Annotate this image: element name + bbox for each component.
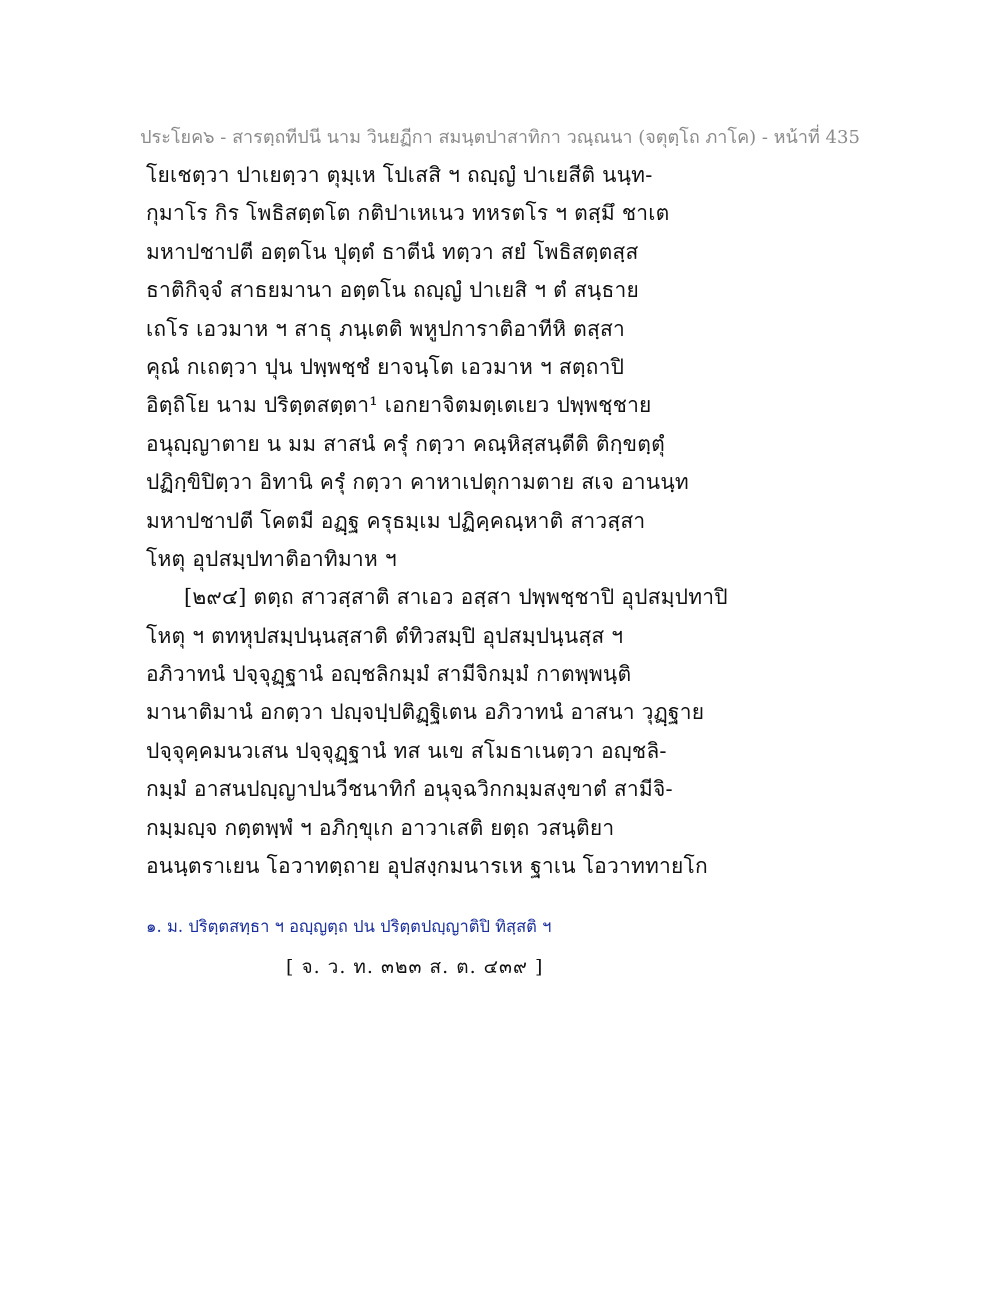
paragraph-start-line: [๒๙๔] ตตฺถ สาวสฺสาติ สาเอว อสฺสา ปพฺพชฺชาปิ อุปสมฺปทาปิ: [184, 585, 728, 610]
page-reference: [ จ. ว. ท. ๓๒๓ ส. ต. ๔๓๙ ]: [286, 956, 544, 978]
running-header: ประโยค๖ - สารตฺถทีปนี นาม วินยฏีกา สมนฺตปาสาทิกา วณฺณนา (จตุตฺโถ ภาโค) - หน้าที่ 435: [140, 127, 860, 148]
text-line: โหตุ ฯ ตทหุปสมฺปนฺนสฺสาติ ตํทิวสมฺปิ อุปสมฺปนฺนสฺส ฯ: [146, 623, 624, 648]
text-line: กุมาโร กิร โพธิสตฺตโต กติปาเหเนว ทหรตโร ฯ ตสฺมึ ชาเต: [146, 201, 670, 226]
text-line: คุณํ กเถตฺวา ปุน ปพฺพชฺชํ ยาจนฺโต เอวมาห ฯ สตฺถาปิ: [146, 354, 625, 379]
text-line: โหตุ อุปสมฺปทาติอาทิมาห ฯ: [146, 546, 397, 571]
footnote: ๑. ม. ปริตฺตสทฺธา ฯ อญฺญตฺถ ปน ปริตฺตปญฺญาติปิ ทิสฺสติ ฯ: [146, 917, 552, 936]
text-line: อนุญฺญาตาย น มม สาสนํ ครุํ กตฺวา คณฺหิสฺสนฺตีติ ติกฺขตฺตุํ: [146, 431, 665, 456]
text-line: อิตฺถิโย นาม ปริตฺตสตฺตา¹ เอกยาจิตมตฺเตเยว ปพฺพชฺชาย: [146, 393, 652, 418]
text-line: ธาติกิจฺจํ สาธยมานา อตฺตโน ถญฺญํ ปาเยสิ ฯ ตํ สนฺธาย: [146, 278, 639, 303]
text-line: กมฺมํ อาสนปญฺญาปนวีชนาทิกํ อนุจฺฉวิกกมฺมสงฺขาตํ สามีจิ-: [146, 777, 673, 802]
text-line: อภิวาทนํ ปจฺจุฏฺฐานํ อญฺชลิกมฺมํ สามีจิกมฺมํ กาตพฺพนฺติ: [146, 662, 632, 687]
text-line: ปจฺจุคฺคมนวเสน ปจฺจุฏฺฐานํ ทส นเข สโมธาเนตฺวา อญฺชลิ-: [146, 738, 667, 763]
text-line: โยเชตฺวา ปาเยตฺวา ตุมฺเห โปเสสิ ฯ ถญฺญํ ปาเยสีติ นนฺท-: [146, 163, 653, 187]
text-line: มหาปชาปตี โคตมี อฏฺฐ ครุธมฺเม ปฏิคฺคณฺหาติ สาวสฺสา: [146, 508, 646, 533]
body-text: [146, 156, 866, 885]
text-line: มานาติมานํ อกตฺวา ปญฺจปฺปติฏฺฐิเตน อภิวาทนํ อาสนา วุฏฺฐาย: [146, 700, 705, 725]
text-line: อนนฺตราเยน โอวาทตฺถาย อุปสงฺกมนารเห ฐาเน โอวาททายโก: [146, 854, 708, 879]
text-line: เถโร เอวมาห ฯ สาธุ ภนฺเตติ พหูปการาติอาทีหิ ตสฺสา: [146, 316, 626, 341]
text-line: มหาปชาปตี อตฺตโน ปุตฺตํ ธาตีนํ ทตฺวา สยํ โพธิสตฺตสฺส: [146, 239, 639, 264]
text-line: ปฏิกฺขิปิตฺวา อิทานิ ครุํ กตฺวา คาหาเปตุกามตาย สเจ อานนฺท: [146, 470, 689, 495]
text-line: กมฺมญฺจ กตฺตพฺพํ ฯ อภิกฺขุเก อาวาเสติ ยตฺถ วสนฺติยา: [146, 815, 615, 840]
